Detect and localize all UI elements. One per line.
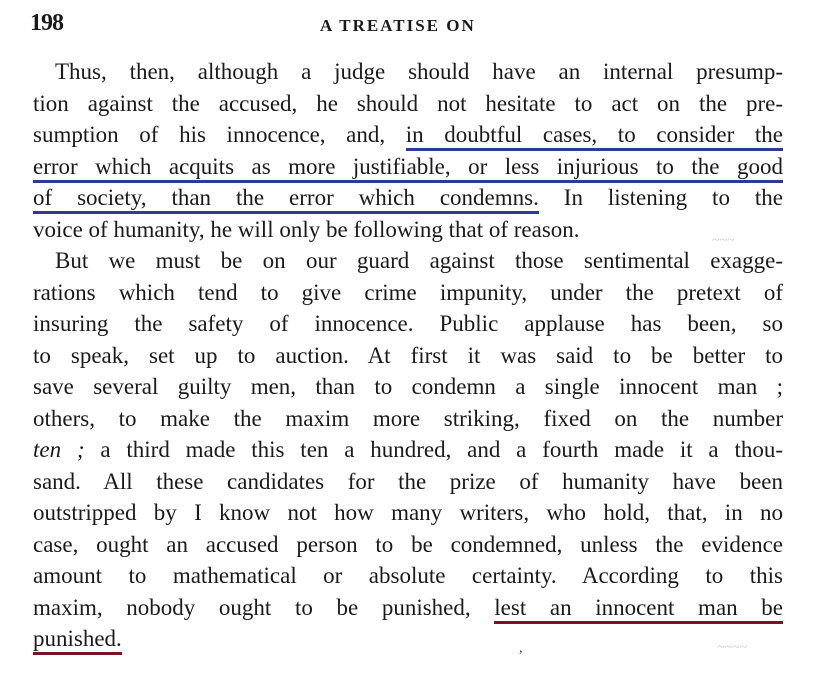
highlighted-passage: error which acquits as more justifiable, or less injurious to the good	[33, 154, 783, 183]
running-head: A TREATISE ON	[320, 16, 476, 35]
text-line: outstripped by I know not how many writers, who hold, that, in no	[33, 500, 783, 525]
text-line: save several guilty men, than to condemn a single innocent man ;	[33, 374, 783, 399]
highlighted-passage: of society, than the error which condemns.	[33, 185, 539, 214]
text-segment: In listening to the	[538, 185, 783, 210]
text-line: Thus, then, although a judge should have an internal presump-	[55, 59, 783, 84]
text-segment: sumption of his innocence, and,	[33, 122, 406, 147]
page-number: 198	[30, 10, 63, 36]
text-segment: maxim, nobody ought to be punished,	[33, 594, 495, 620]
text-segment: a third made this ten a hundred, and a fourth made it a thou-	[84, 437, 783, 462]
text-line: voice of humanity, he will only be following that of reason.	[33, 216, 580, 242]
bleed-through-mark: ~~~~	[717, 640, 748, 655]
italic-word: ten ;	[33, 437, 85, 462]
text-line: sand. All these candidates for the prize of humanity have been	[33, 468, 783, 494]
text-line: to speak, set up to auction. At first it was said to be better to	[33, 342, 783, 368]
text-line	[33, 592, 783, 624]
text-line	[33, 119, 783, 151]
text-line: case, ought an accused person to be condemned, unless the evidence	[33, 531, 783, 557]
text-line: tion against the accused, he should not hesitate to act on the pre-	[33, 90, 783, 116]
highlighted-passage: lest an innocent man be	[494, 595, 783, 624]
text-line: rations which tend to give crime impunity, under the pretext of	[33, 279, 783, 305]
text-line	[33, 151, 783, 183]
highlighted-passage: punished.	[33, 626, 122, 655]
text-line: amount to mathematical or absolute certainty. According to this	[33, 563, 783, 588]
text-line: insuring the safety of innocence. Public applause has been, so	[33, 311, 783, 336]
text-line: others, to make the maxim more striking, fixed on the number	[33, 405, 783, 431]
body-text	[33, 56, 783, 655]
ink-mark: ,	[519, 641, 523, 656]
text-line	[33, 182, 783, 214]
highlighted-passage: in doubtful cases, to consider the	[406, 122, 783, 151]
text-line: But we must be on our guard against those sentimental exagge-	[55, 248, 783, 273]
text-line	[33, 434, 783, 466]
text-line	[33, 623, 783, 655]
bleed-through-mark: ~~~	[712, 233, 735, 248]
